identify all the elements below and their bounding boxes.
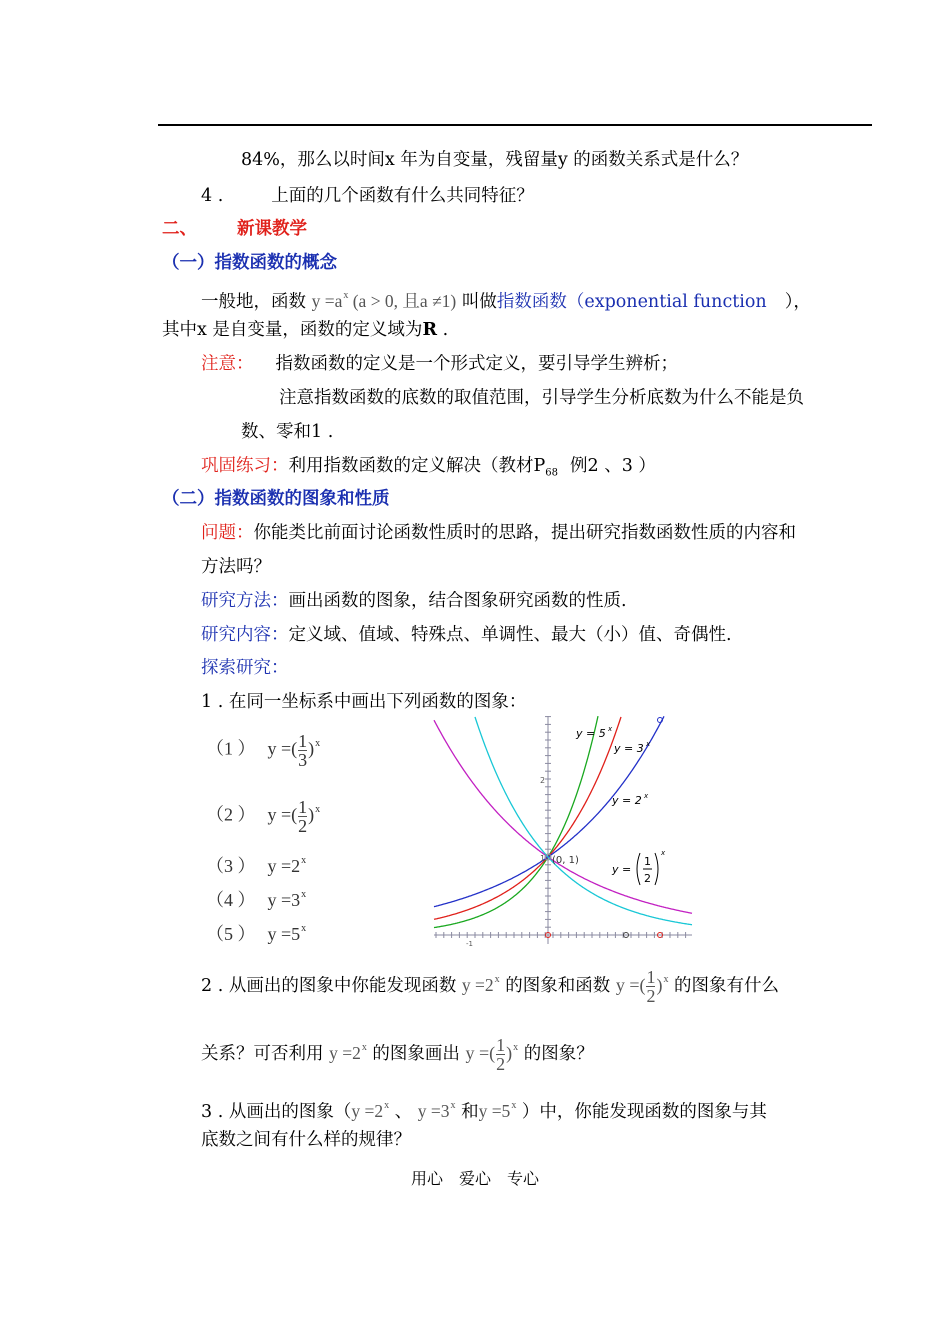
page-footer: 用心 爱心 专心 — [410, 1169, 539, 1188]
note-line-3: 数、零和1 . — [241, 422, 334, 442]
y-tick-2: 2 — [540, 776, 546, 785]
note-line-2: 注意指数函数的底数的取值范围，引导学生分析底数为什么不能是负 — [279, 388, 804, 408]
task-1: 1 . 在同一坐标系中画出下列函数的图象： — [201, 692, 527, 712]
question-line-2: 方法吗？ — [201, 557, 271, 577]
label-y5-exp: x — [608, 725, 613, 733]
curve-y-half-x — [434, 720, 692, 913]
definition-formula: $y =a^x$ (a > 0, 且a ≠1) — [311, 290, 457, 311]
note-line-1: 注意： 指数函数的定义是一个形式定义，要引导学生辨析； — [201, 354, 678, 374]
point-label: (0, 1) — [552, 855, 579, 866]
curves — [434, 716, 692, 928]
section-2-heading: 二、 新课教学 — [162, 219, 307, 239]
task-2-formula-4: y =( $\frac{1}{2}$ )$^x$ — [465, 1035, 519, 1075]
label-y3-exp: x — [646, 740, 651, 748]
label-half-lhs: y = — [612, 863, 632, 876]
task-2-line-1: 2 . 从画出的图象中你能发现函数 $y =2^x$ 的图象和函数 y =( $\frac{1}{2}$ )$^x$ 的图象有什么 — [201, 967, 780, 1007]
method-line: 研究方法：画出函数的图象，结合图象研究函数的性质. — [201, 591, 627, 611]
label-y5: y = 5 — [576, 727, 606, 740]
function-2: （2 ） y =( $\frac{1}{2}$ )$^x$ — [206, 797, 321, 836]
task-2-formula-3: $y =2^x$ — [329, 1042, 367, 1063]
curve-y-5x — [434, 716, 598, 928]
function-4: （4 ） $y =3^x$ — [206, 889, 307, 910]
x-tick-neg1: -1 — [466, 940, 473, 948]
label-y3: y = 3 — [614, 742, 644, 755]
task-3-line-2: 底数之间有什么样的规律？ — [201, 1130, 411, 1150]
question-3-continuation: 84%，那么以时间x 年为自变量，残留量y 的函数关系式是什么？ — [241, 150, 749, 170]
label-y2-exp: x — [644, 792, 649, 800]
exponential-graph — [430, 712, 698, 950]
header-rule — [158, 124, 872, 126]
task-3-line-1: 3 . 从画出的图象（$y =2^x$ 、 $y =3^x$ 和$y =5^x$ ）中，你能发现函数的图象与其 — [201, 1100, 767, 1122]
curve-y-third-x — [475, 717, 692, 925]
task-2-formula-2: y =( $\frac{1}{2}$ )$^x$ — [615, 967, 669, 1007]
task-2-line-2: 关系？可否利用 $y =2^x$ 的图象画出 y =( $\frac{1}{2}$ )$^x$ 的图象？ — [201, 1035, 594, 1075]
svg-text:2: 2 — [644, 872, 651, 885]
task-2-formula-1: $y =2^x$ — [461, 974, 500, 995]
svg-text:1: 1 — [644, 855, 651, 868]
function-1: （1 ） y =( $\frac{1}{3}$ )$^x$ — [206, 731, 321, 770]
function-3: （3 ） $y =2^x$ — [206, 855, 307, 876]
svg-text:x: x — [661, 849, 666, 857]
subsection-2-heading: （二）指数函数的图象和性质 — [162, 489, 390, 509]
function-5: （5 ） $y =5^x$ — [206, 923, 307, 944]
label-y2: y = 2 — [612, 794, 642, 807]
content-line: 研究内容：定义域、值域、特殊点、单调性、最大（小）值、奇偶性. — [201, 625, 732, 645]
question-4: 4 . 上面的几个函数有什么共同特征？ — [201, 186, 534, 206]
definition-line-2: 其中x 是自变量，函数的定义域为R . — [162, 320, 449, 340]
subsection-1-heading: （一）指数函数的概念 — [162, 253, 337, 273]
label-half-fraction — [637, 849, 666, 885]
question-line-1: 问题：你能类比前面讨论函数性质时的思路，提出研究指数函数性质的内容和 — [201, 523, 796, 543]
definition-line-1: 一般地，函数 $y =a^x$ (a > 0, 且a ≠1) 叫做指数函数（exponential function ）， — [201, 290, 811, 312]
practice-line: 巩固练习：利用指数函数的定义解决（教材$P_{68}$ 例2 、3 ） — [201, 456, 656, 479]
explore-label: 探索研究： — [201, 658, 289, 678]
y-tick-1: 1 — [540, 854, 546, 863]
